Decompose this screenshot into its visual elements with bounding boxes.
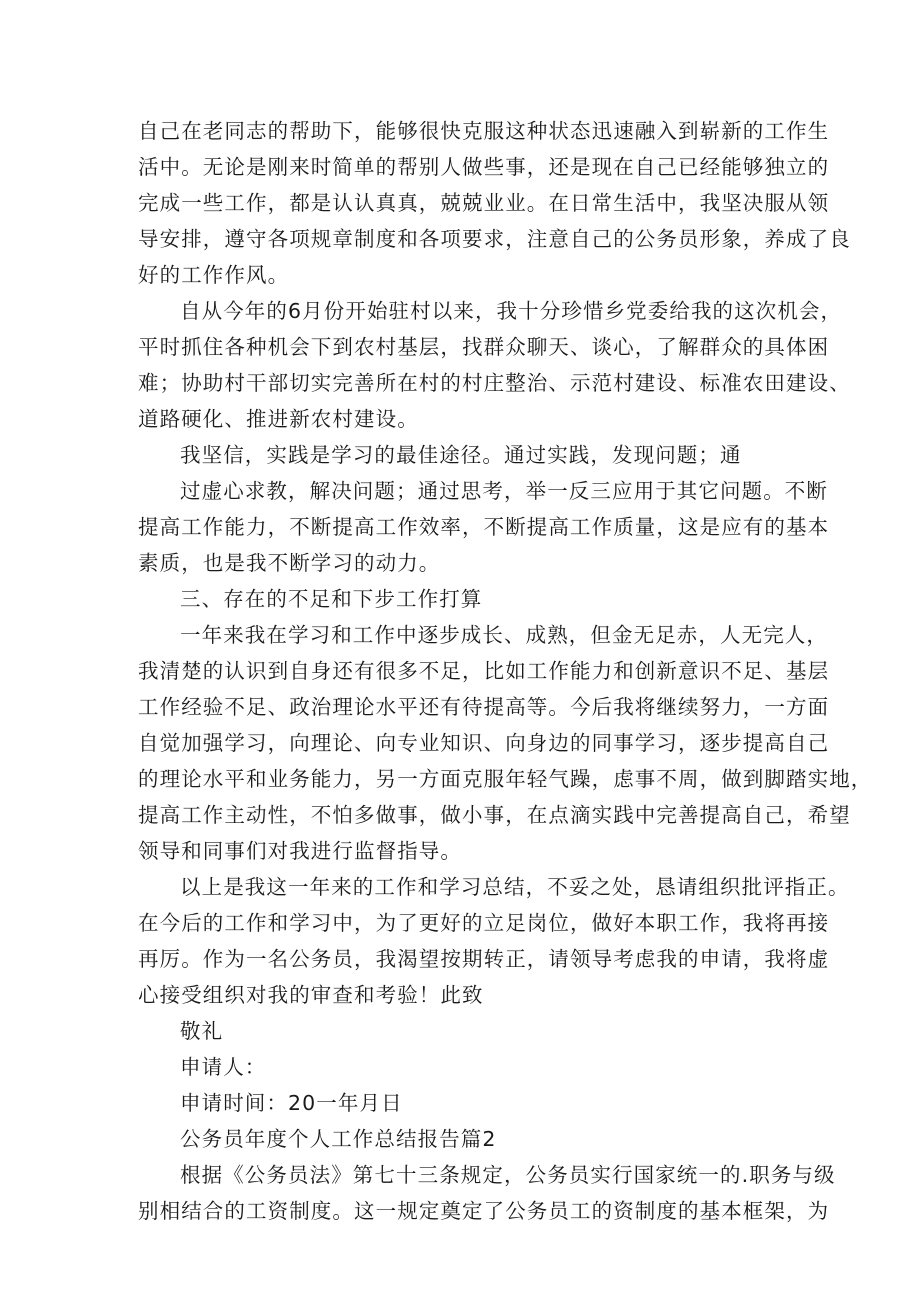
text-line: 自从今年的6月份开始驻村以来，我十分珍惜乡党委给我的这次机会， [180, 299, 843, 323]
text-line: 难；协助村干部切实完善所在村的村庄整治、示范村建设、标准农田建设、 [138, 371, 851, 395]
text-line: 自觉加强学习，向理论、向专业知识、向身边的同事学习，逐步提高自己 [138, 731, 830, 755]
section-heading: 三、存在的不足和下步工作打算 [180, 587, 483, 611]
text-line: 一年来我在学习和工作中逐步成长、成熟，但金无足赤，人无完人， [180, 623, 828, 647]
text-line: 素质，也是我不断学习的动力。 [138, 551, 441, 575]
section-title: 公务员年度个人工作总结报告篇2 [180, 1127, 497, 1151]
text-line: 别相结合的工资制度。这一规定奠定了公务员工的资制度的基本框架，为 [138, 1199, 830, 1223]
text-line: 以上是我这一年来的工作和学习总结，不妥之处，恳请组织批评指正。 [180, 875, 850, 899]
text-line: 好的工作作风。 [138, 263, 290, 287]
text-line: 完成一些工作，都是认认真真，兢兢业业。在日常生活中，我坚决服从领 [138, 191, 830, 215]
text-line: 提高工作主动性，不怕多做事，做小事，在点滴实践中完善提高自己，希望 [138, 803, 851, 827]
text-line: 再厉。作为一名公务员，我渴望按期转正，请领导考虑我的申请，我将虚 [138, 947, 830, 971]
text-line: 过虚心求教，解决问题；通过思考，举一反三应用于其它问题。不断 [180, 479, 828, 503]
text-line: 在今后的工作和学习中，为了更好的立足岗位，做好本职工作，我将再接 [138, 911, 830, 935]
applicant-label: 申请人： [180, 1055, 267, 1079]
text-line: 我坚信，实践是学习的最佳途径。通过实践，发现问题；通 [180, 443, 742, 467]
text-line: 领导和同事们对我进行监督指导。 [138, 839, 462, 863]
text-line: 的理论水平和业务能力，另一方面克服年轻气躁，虑事不周，做到脚踏实地， [138, 767, 873, 791]
text-line: 平时抓住各种机会下到农村基层，找群众聊天、谈心，了解群众的具体困 [138, 335, 830, 359]
text-line: 工作经验不足、政治理论水平还有待提高等。今后我将继续努力，一方面 [138, 695, 830, 719]
application-date: 申请时间：20一年月日 [180, 1091, 403, 1115]
text-line: 根据《公务员法》第七十三条规定，公务员实行国家统一的.职务与级 [180, 1163, 836, 1187]
closing-salutation: 敬礼 [180, 1019, 224, 1043]
text-line: 导安排，遵守各项规章制度和各项要求，注意自己的公务员形象，养成了良 [138, 227, 851, 251]
text-line: 我清楚的认识到自身还有很多不足，比如工作能力和创新意识不足、基层 [138, 659, 830, 683]
text-line: 提高工作能力，不断提高工作效率，不断提高工作质量，这是应有的基本 [138, 515, 830, 539]
text-line: 活中。无论是刚来时简单的帮别人做些事，还是现在自己已经能够独立的 [138, 155, 830, 179]
text-line: 自己在老同志的帮助下，能够很快克服这种状态迅速融入到崭新的工作生 [138, 119, 830, 143]
text-line: 道路硬化、推进新农村建设。 [138, 407, 419, 431]
text-line: 心接受组织对我的审查和考验！此致 [138, 983, 484, 1007]
